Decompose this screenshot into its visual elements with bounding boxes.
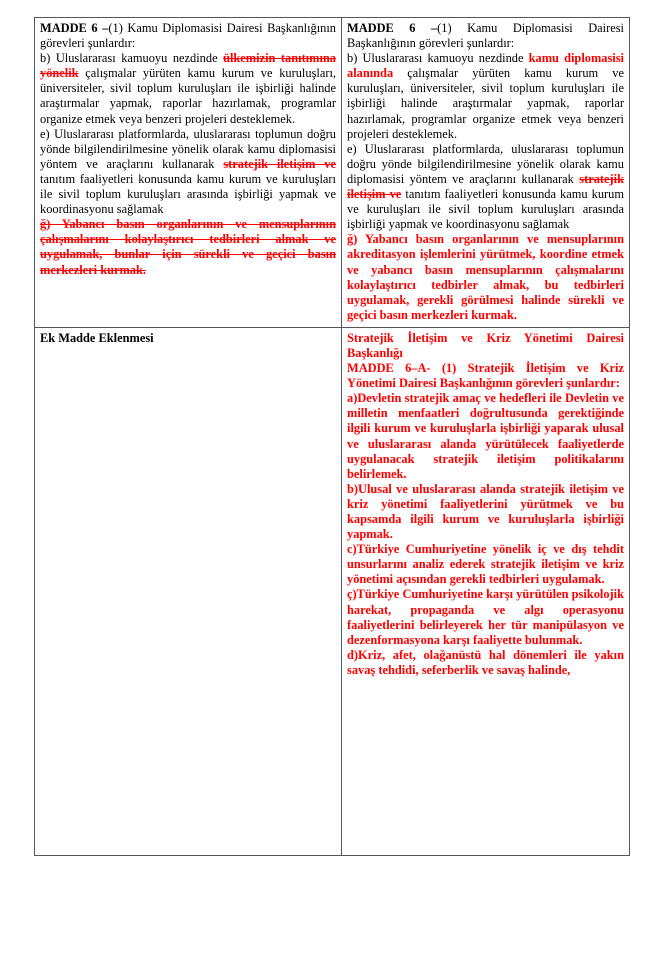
- clause-a: a)Devletin stratejik amaç ve hedefleri ile Devletin ve milletin menfaatleri doğrultusunda gerektiğinde ilgili kurum ve kuruluşlarla işbirliği yaparak ulusal ve uluslararası alanda yürütülecek faaliyetlerde uygulanacak stratejik iletişim politikalarını belirlemek.: [347, 391, 624, 481]
- old-text-cell: [35, 18, 342, 328]
- clause-text: b) Uluslararası kamuoyu nezdinde: [40, 51, 224, 66]
- old-text-cell: [35, 327, 342, 855]
- article-heading: MADDE 6 –: [347, 21, 438, 35]
- clause-text: e) Uluslararası platformlarda, uluslararası toplumun doğru yönde bilgilendirilmesine yönelik olarak kamu diplomasisi yöntem ve araçlarını kullanarak: [347, 141, 624, 186]
- article-intro-text: (1) Kamu Diplomasisi Dairesi Başkanlığının görevleri şunlardır:: [40, 21, 337, 51]
- new-text-cell: [342, 327, 630, 855]
- new-article-intro: MADDE 6–A- (1) Stratejik İletişim ve Kriz Yönetimi Dairesi Başkanlığının görevleri şunlardır:: [347, 361, 624, 391]
- table-row: [35, 18, 630, 328]
- clause-b: b)Ulusal ve uluslararası alanda stratejik iletişim ve kriz yönetimi faaliyetlerini yürütmek ve bu kapsamda ilgili kurum ve kuruluşlarla işbirliği yapmak.: [347, 481, 624, 542]
- deleted-text: stratejik iletişim ve: [347, 171, 624, 202]
- article-intro: [40, 21, 336, 51]
- clause-text: tanıtım faaliyetleri konusunda kamu kurum ve kuruluşları ile sivil toplum kuruluşları arasında işbirliği yapmak ve koordinasyonu sağlamak: [347, 187, 624, 232]
- row-label: Ek Madde Eklenmesi: [40, 330, 154, 345]
- clause-e: [40, 127, 336, 218]
- clause-g: [40, 217, 336, 277]
- clause-g: [347, 232, 624, 323]
- article-intro: [347, 21, 624, 51]
- inserted-text: ğ) Yabancı basın organlarının ve mensuplarının akreditasyon işlemlerini yürütmek, koordine etmek ve yabancı basın mensuplarının çalışmalarını kolaylaştırıcı tedbirler almak, bu tedbirleri uygulamak, gerekli görülmesi halinde sürekli ve geçici basın merkezleri kurmak.: [347, 232, 624, 322]
- clause-b: [40, 51, 336, 126]
- clause-c: c)Türkiye Cumhuriyetine yönelik iç ve dış tehdit unsurlarını analiz ederek stratejik iletişim ve kriz yönetimi açısından gerekli tedbirleri uygulamak.: [347, 542, 624, 587]
- clause-b: [347, 51, 624, 142]
- clause-text: çalışmalar yürüten kamu kurum ve kuruluşları, üniversiteler, sivil toplum kuruluşları ile işbirliği halinde araştırmalar yapmak, raporlar hazırlamak, programlar organize etmek veya benzeri projeleri desteklemek.: [40, 66, 336, 126]
- clause-d: d)Kriz, afet, olağanüstü hal dönemleri ile yakın savaş tehdidi, seferberlik ve savaş halinde,: [347, 647, 624, 677]
- clause-text: çalışmalar yürüten kamu kurum ve kuruluşları, üniversiteler, sivil toplum kuruluşları ile işbirliği halinde araştırmalar yapmak, raporlar hazırlamak, programlar organize etmek veya benzeri projeleri desteklemek.: [347, 66, 624, 141]
- clause-text: e) Uluslararası platformlarda, uluslararası toplumun doğru yönde bilgilendirilmesine yönelik olarak kamu diplomasisi yöntem ve araçlarını kullanarak: [40, 126, 336, 171]
- comparison-table: [34, 17, 630, 856]
- clause-text: b) Uluslararası kamuoyu nezdinde: [347, 51, 529, 66]
- new-text-cell: [342, 18, 630, 328]
- deleted-text: ğ) Yabancı basın organlarının ve mensuplarının çalışmalarını kolaylaştırıcı tedbirleri almak ve uygulamak, bunlar için sürekli ve geçici basın merkezleri kurmak.: [40, 217, 336, 277]
- clause-e: [347, 142, 624, 233]
- inserted-text: kamu diplomasisi alanında: [347, 51, 624, 81]
- deleted-text: stratejik iletişim ve: [223, 156, 336, 171]
- deleted-text: ülkemizin tanıtımına yönelik: [40, 51, 336, 81]
- clause-text: tanıtım faaliyetleri konusunda kamu kurum ve kuruluşları ile sivil toplum kuruluşları arasında işbirliği yapmak ve koordinasyonu sağlamak: [40, 171, 336, 217]
- article-heading: MADDE 6 –: [40, 21, 109, 35]
- clause-cc: ç)Türkiye Cumhuriyetine karşı yürütülen psikolojik harekat, propaganda ve algı operasyonu faaliyetlerini belirleyerek her tür manipülasyon ve dezenformasyona karşı faaliyette bulunmak.: [347, 587, 624, 647]
- table-row: [35, 327, 630, 855]
- new-section-title: Stratejik İletişim ve Kriz Yönetimi Dairesi Başkanlığı: [347, 330, 624, 360]
- article-intro-text: (1) Kamu Diplomasisi Dairesi Başkanlığının görevleri şunlardır:: [347, 21, 624, 51]
